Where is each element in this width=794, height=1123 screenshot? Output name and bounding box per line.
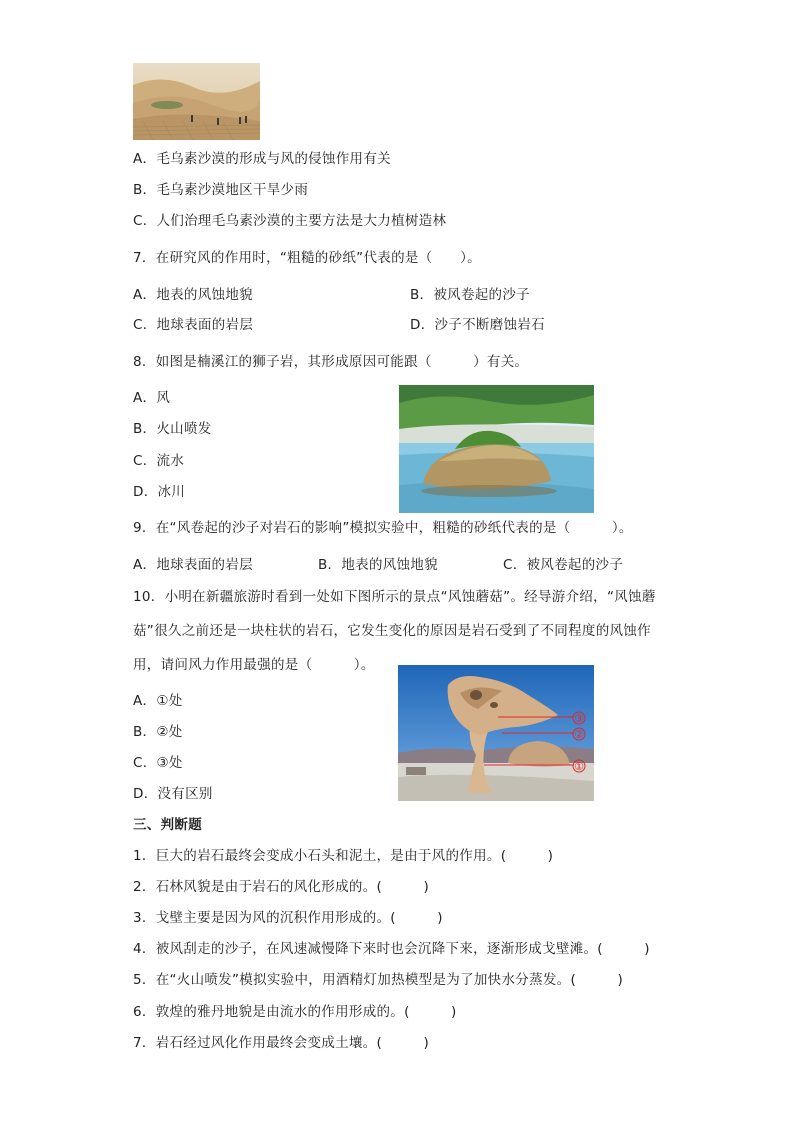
q9-stem: 9．在“风卷起的沙子对岩石的影响”模拟实验中，粗糙的砂纸代表的是（ ）。 bbox=[133, 520, 633, 536]
q7-stem: 7．在研究风的作用时，“粗糙的砂纸”代表的是（ ）。 bbox=[133, 250, 481, 266]
lion-rock-photo bbox=[399, 385, 594, 513]
q8-option-a: A．风 bbox=[133, 390, 171, 406]
q10-stem-line-2: 菇”很久之前还是一块柱状的岩石，它发生变化的原因是岩石受到了不同程度的风蚀作 bbox=[133, 623, 651, 639]
q9-option-a: A．地球表面的岩层 bbox=[133, 557, 253, 573]
q10-stem-line-3: 用，请问风力作用最强的是（ ）。 bbox=[133, 657, 375, 673]
judge-item-4: 4．被风刮走的沙子，在风速减慢降下来时也会沉降下来，逐渐形成戈壁滩。( ) bbox=[133, 941, 650, 957]
judge-item-6: 6．敦煌的雅丹地貌是由流水的作用形成的。( ) bbox=[133, 1004, 457, 1020]
q7-option-c: C．地球表面的岩层 bbox=[133, 317, 254, 333]
desert-photo bbox=[133, 63, 260, 140]
q8-stem: 8．如图是楠溪江的狮子岩，其形成原因可能跟（ ）有关。 bbox=[133, 354, 529, 370]
q7-option-a: A．地表的风蚀地貌 bbox=[133, 287, 253, 303]
marker-2: ② bbox=[574, 728, 584, 741]
q6-option-b: B．毛乌素沙漠地区干旱少雨 bbox=[133, 182, 309, 198]
marker-1: ① bbox=[574, 760, 584, 773]
q8-option-c: C．流水 bbox=[133, 453, 185, 469]
q10-option-a: A．①处 bbox=[133, 693, 183, 709]
q9-option-c: C．被风卷起的沙子 bbox=[503, 557, 624, 573]
q10-option-b: B．②处 bbox=[133, 724, 183, 740]
mushroom-rock-photo bbox=[398, 665, 594, 801]
q8-option-b: B．火山喷发 bbox=[133, 421, 212, 437]
judge-item-5: 5．在“火山喷发”模拟实验中，用酒精灯加热模型是为了加快水分蒸发。( ) bbox=[133, 972, 624, 988]
judge-item-3: 3．戈壁主要是因为风的沉积作用形成的。( ) bbox=[133, 910, 443, 926]
judge-item-1: 1．巨大的岩石最终会变成小石头和泥土，是由于风的作用。( ) bbox=[133, 848, 554, 864]
q7-option-b: B．被风卷起的沙子 bbox=[410, 287, 530, 303]
q6-option-a: A．毛乌素沙漠的形成与风的侵蚀作用有关 bbox=[133, 151, 391, 167]
q10-stem-line-1: 10．小明在新疆旅游时看到一处如下图所示的景点“风蚀蘑菇”。经导游介绍，“风蚀蘑 bbox=[133, 589, 656, 605]
judge-item-2: 2．石林风貌是由于岩石的风化形成的。( ) bbox=[133, 879, 430, 895]
q7-option-d: D．沙子不断磨蚀岩石 bbox=[410, 317, 545, 333]
section-title: 三、判断题 bbox=[133, 817, 202, 833]
q9-option-b: B．地表的风蚀地貌 bbox=[318, 557, 438, 573]
q6-option-c: C．人们治理毛乌素沙漠的主要方法是大力植树造林 bbox=[133, 213, 447, 229]
marker-3: ③ bbox=[574, 712, 584, 725]
q8-option-d: D．冰川 bbox=[133, 484, 186, 500]
q10-option-d: D．没有区别 bbox=[133, 786, 213, 802]
judge-item-7: 7．岩石经过风化作用最终会变成土壤。( ) bbox=[133, 1035, 430, 1051]
q10-option-c: C．③处 bbox=[133, 755, 183, 771]
